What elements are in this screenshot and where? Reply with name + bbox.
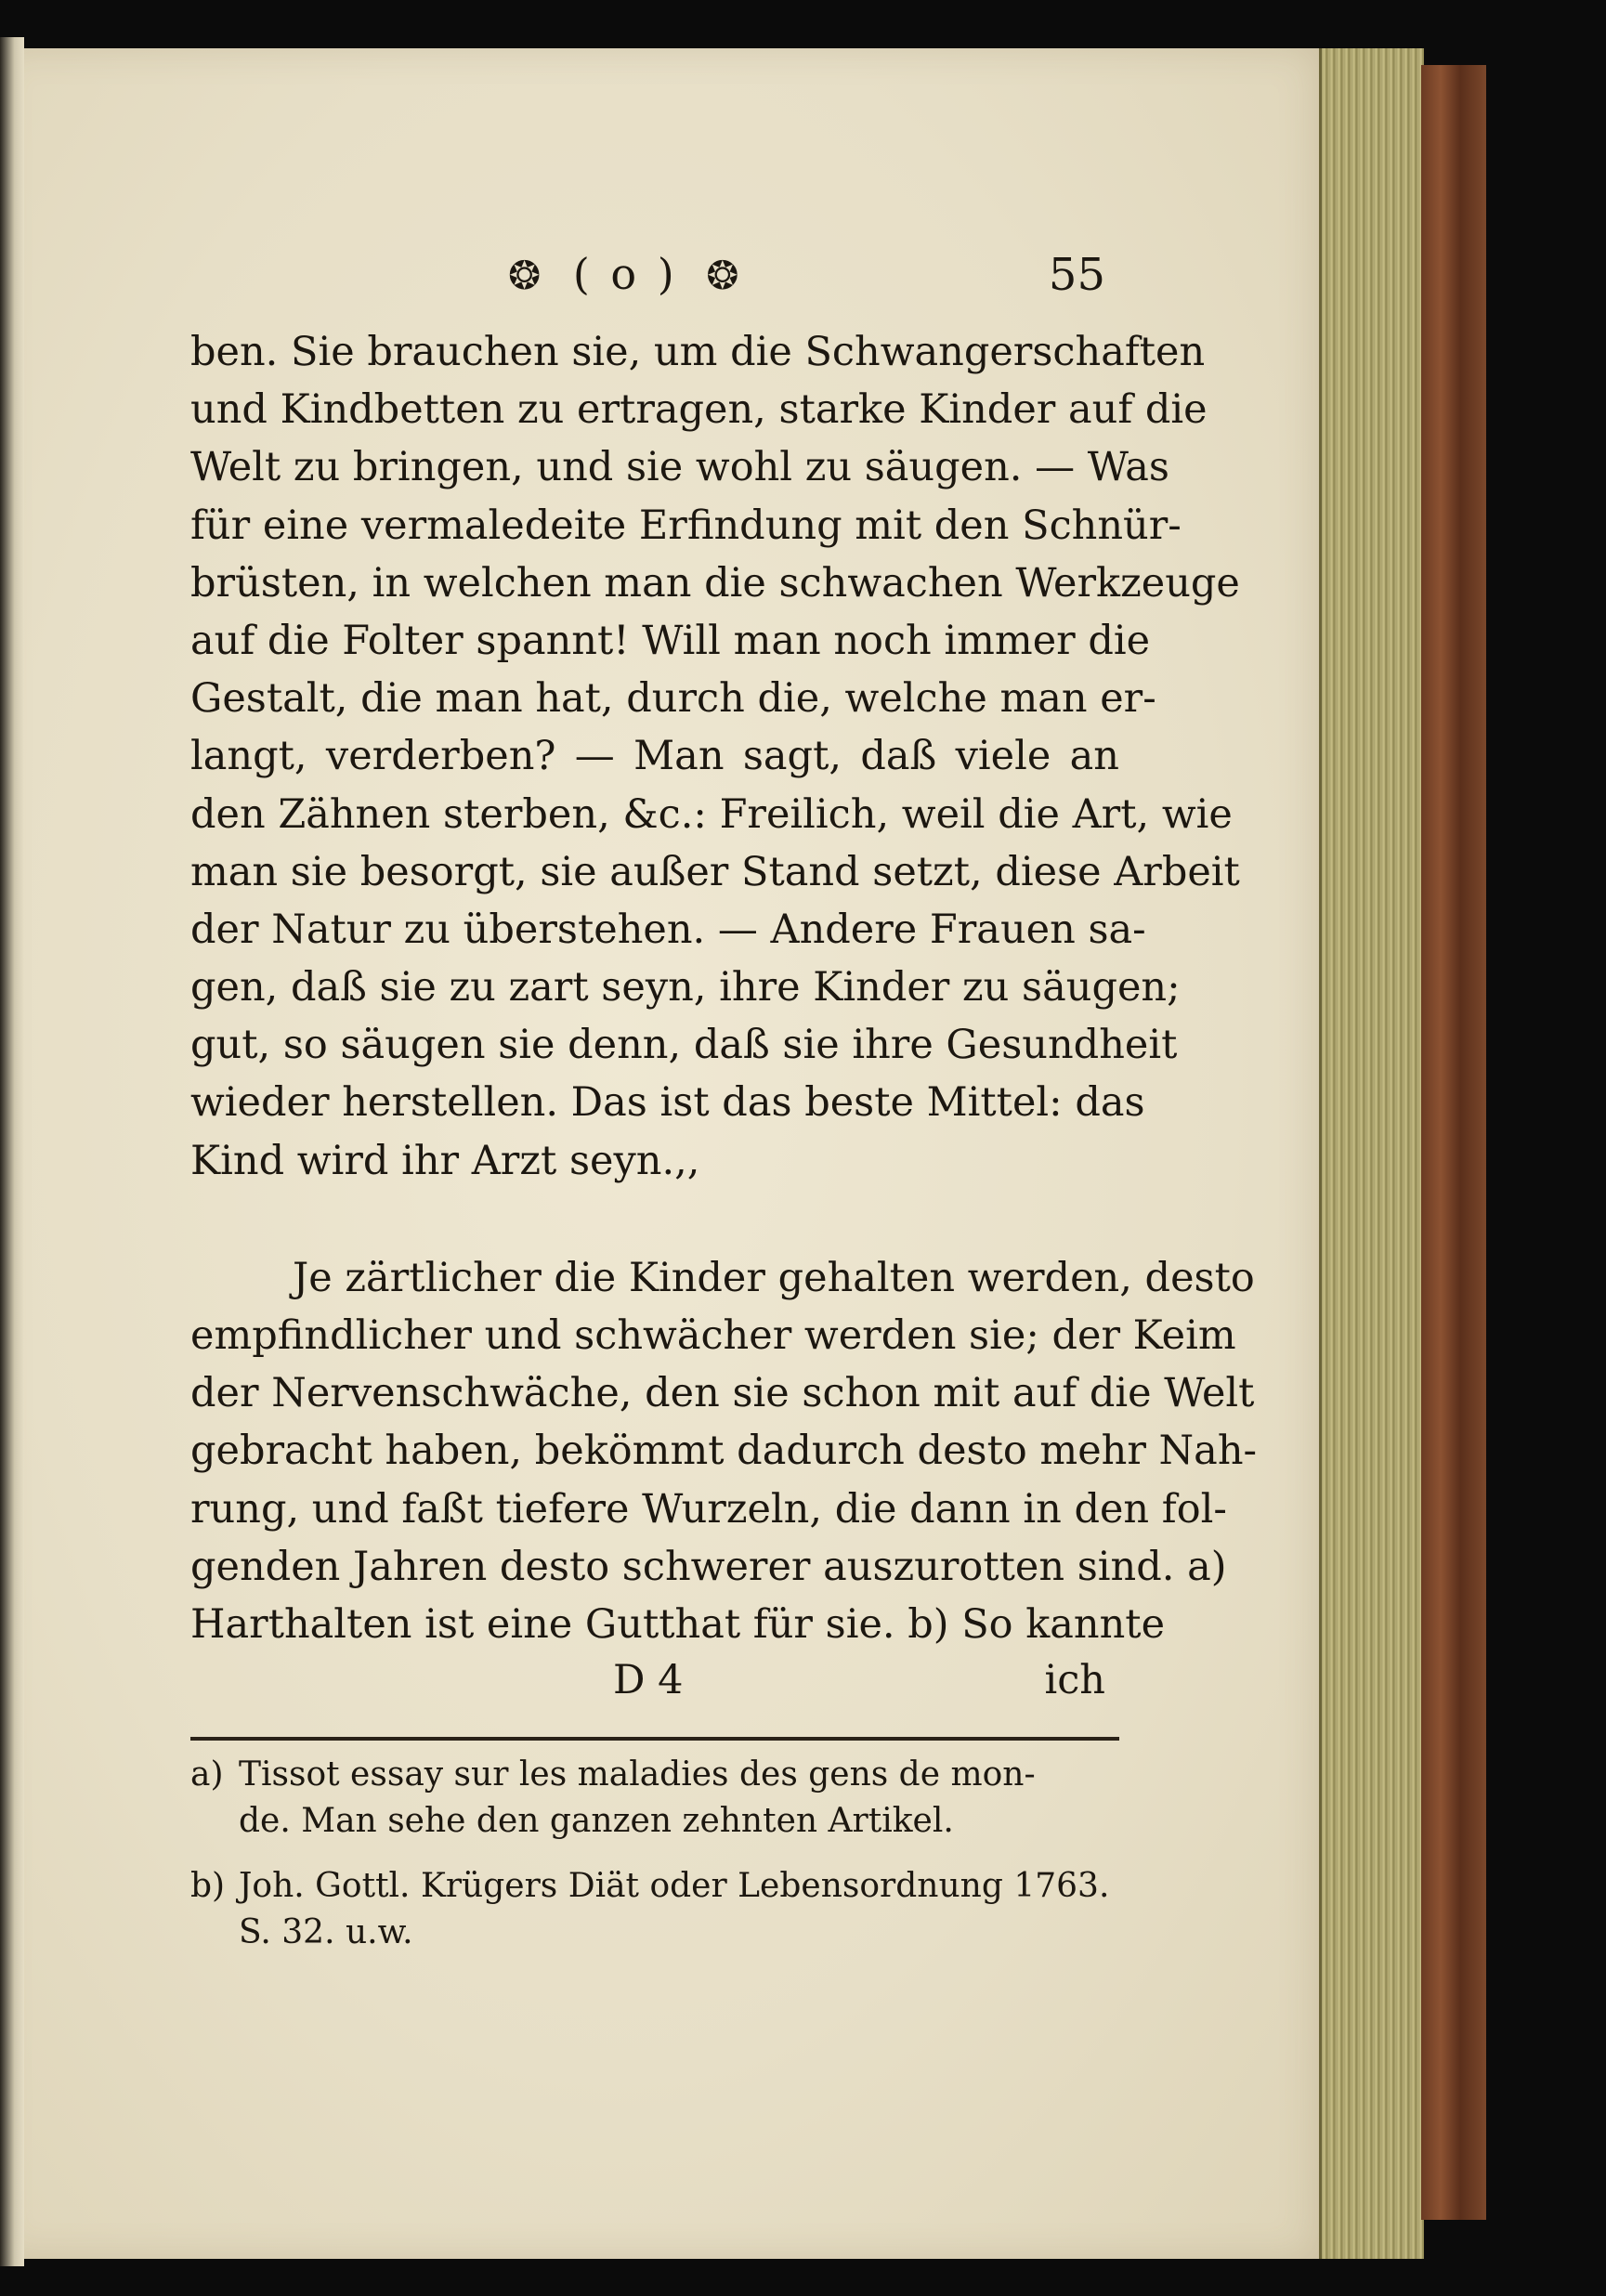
- footnote-line: S. 32. u.w.: [239, 1913, 413, 1952]
- footnote-text: [239, 1752, 1119, 1845]
- text-line: wieder herstellen. Das ist das beste Mittel: das: [190, 1079, 1145, 1127]
- text-line: empfindlicher und schwächer werden sie; der Keim: [190, 1312, 1236, 1359]
- ornament-left-icon: ❂: [508, 253, 545, 298]
- text-line: den Zähnen sterben, &c.: Freilich, weil die Art, wie: [190, 790, 1233, 838]
- text-line: langt, verderben? — Man sagt, daß viele an: [190, 733, 1119, 780]
- catchline: [190, 1653, 1119, 1718]
- footnote-text: [239, 1863, 1119, 1956]
- text-line: Je zärtlicher die Kinder gehalten werden, desto: [293, 1254, 1255, 1301]
- footnote-line: Joh. Gottl. Krügers Diät oder Lebensordnung 1763.: [239, 1867, 1110, 1906]
- facing-page-edge: [0, 37, 24, 2266]
- page-text-area: [190, 240, 1258, 1956]
- text-line: ben. Sie brauchen sie, um die Schwangerschaften: [190, 329, 1206, 375]
- text-line: Welt zu bringen, und sie wohl zu säugen. — Was: [190, 444, 1169, 491]
- footnote-line: Tissot essay sur les maladies des gens de mon-: [239, 1755, 1036, 1794]
- page-block-edges: [1319, 48, 1424, 2259]
- ornament-right-icon: ❂: [706, 253, 743, 298]
- page-number: 55: [1048, 249, 1105, 301]
- footnote-mark: a): [190, 1755, 224, 1794]
- header-center: [497, 249, 754, 299]
- text-line: und Kindbetten zu ertragen, starke Kinder auf die: [190, 386, 1208, 434]
- footnotes: [190, 1752, 1119, 1956]
- catchword: ich: [1044, 1657, 1105, 1704]
- paragraph-2: [190, 1249, 1258, 1653]
- paragraph-gap: [190, 1190, 1119, 1249]
- running-header: [190, 240, 1119, 323]
- text-line: der Natur zu überstehen. — Andere Frauen sa-: [190, 906, 1146, 953]
- text-line: brüsten, in welchen man die schwachen Werkzeuge: [190, 559, 1240, 607]
- footnote-rule: [190, 1737, 1119, 1741]
- text-line: Harthalten ist eine Gutthat für sie. b) So kannte: [190, 1600, 1166, 1648]
- text-line: gen, daß sie zu zart seyn, ihre Kinder zu säugen;: [190, 964, 1181, 1011]
- footnote-line: de. Man sehe den ganzen zehnten Artikel.: [239, 1802, 954, 1841]
- text-line: genden Jahren desto schwerer auszurotten sind. a): [190, 1543, 1227, 1590]
- text-line: gut, so säugen sie denn, daß sie ihre Gesundheit: [190, 1022, 1178, 1069]
- text-line: man sie besorgt, sie außer Stand setzt, diese Arbeit: [190, 848, 1240, 895]
- text-line: der Nervenschwäche, den sie schon mit auf die Welt: [190, 1370, 1255, 1417]
- footnote-mark: b): [190, 1867, 226, 1906]
- footnote-a: [190, 1752, 1119, 1845]
- body-text: [190, 323, 1258, 1653]
- signature-mark: D 4: [613, 1657, 684, 1704]
- text-line: Kind wird ihr Arzt seyn.,,: [190, 1137, 700, 1184]
- text-line: gebracht haben, bekömmt dadurch desto mehr Nah-: [190, 1428, 1258, 1475]
- text-line: rung, und faßt tiefere Wurzeln, die dann in den fol-: [190, 1485, 1227, 1533]
- book-cover-edge: [1421, 65, 1486, 2220]
- paragraph-1: [190, 323, 1240, 1190]
- footnote-b: [190, 1863, 1119, 1956]
- text-line: Gestalt, die man hat, durch die, welche man er-: [190, 675, 1156, 723]
- text-line: für eine vermaledeite Erfindung mit den Schnür-: [190, 502, 1182, 549]
- text-line: auf die Folter spannt! Will man noch immer die: [190, 617, 1151, 664]
- header-mark: ( o ): [572, 249, 678, 299]
